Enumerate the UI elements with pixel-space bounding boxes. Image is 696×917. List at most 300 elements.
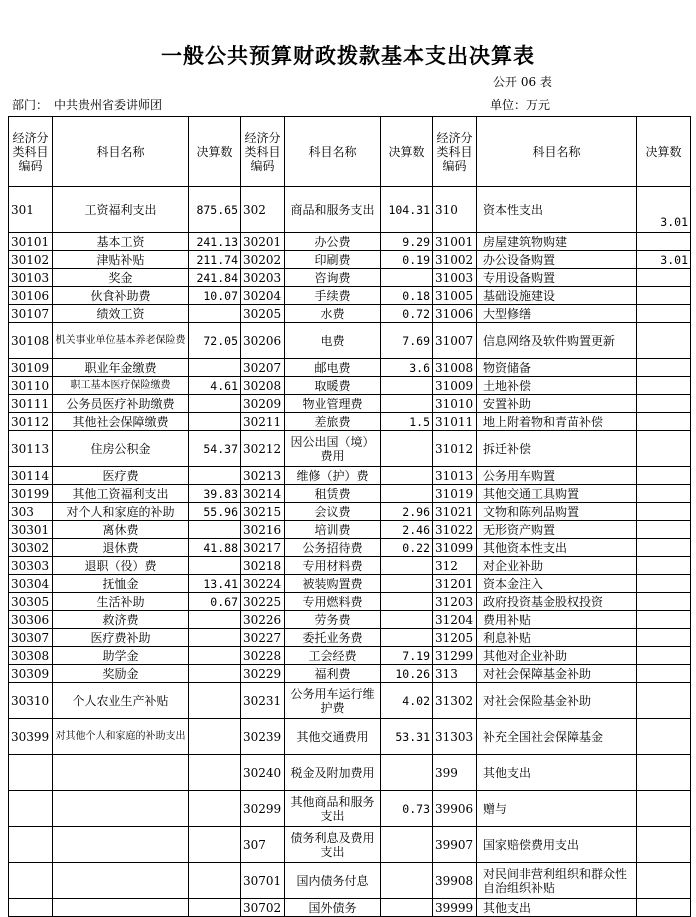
cell-name-n1 bbox=[53, 899, 189, 917]
cell-amount-a1: 54.37 bbox=[189, 431, 241, 467]
cell-amount-a3 bbox=[637, 899, 691, 917]
table-row bbox=[9, 827, 691, 863]
cell-amount-a2 bbox=[381, 827, 433, 863]
cell-amount-a1 bbox=[189, 719, 241, 755]
cell-amount-a1: 55.96 bbox=[189, 503, 241, 521]
cell-code-c2: 30208 bbox=[241, 377, 285, 395]
cell-code-c2: 30226 bbox=[241, 611, 285, 629]
cell-name-n2: 专用材料费 bbox=[285, 557, 381, 575]
cell-amount-a3: 3.01 bbox=[637, 251, 691, 269]
cell-name-n2: 被装购置费 bbox=[285, 575, 381, 593]
cell-name-n1: 助学金 bbox=[53, 647, 189, 665]
cell-code-c3: 31201 bbox=[433, 575, 477, 593]
cell-name-n1: 医疗费 bbox=[53, 467, 189, 485]
table-row bbox=[9, 323, 691, 359]
cell-code-c3: 31007 bbox=[433, 323, 477, 359]
cell-name-n3: 基础设施建设 bbox=[477, 287, 637, 305]
table-row bbox=[9, 683, 691, 719]
cell-code-c2: 30209 bbox=[241, 395, 285, 413]
cell-code-c2: 30202 bbox=[241, 251, 285, 269]
cell-name-n1: 奖金 bbox=[53, 269, 189, 287]
table-row bbox=[9, 305, 691, 323]
table-row bbox=[9, 413, 691, 431]
cell-name-n3: 土地补偿 bbox=[477, 377, 637, 395]
cell-code-c2: 302 bbox=[241, 187, 285, 233]
table-row bbox=[9, 791, 691, 827]
cell-code-c2: 30228 bbox=[241, 647, 285, 665]
cell-code-c1 bbox=[9, 863, 53, 899]
cell-amount-a1 bbox=[189, 827, 241, 863]
cell-code-c1: 30111 bbox=[9, 395, 53, 413]
cell-code-c1 bbox=[9, 899, 53, 917]
cell-amount-a3 bbox=[637, 323, 691, 359]
cell-name-n2: 手续费 bbox=[285, 287, 381, 305]
cell-code-c2: 30203 bbox=[241, 269, 285, 287]
cell-name-n3: 拆迁补偿 bbox=[477, 431, 637, 467]
cell-amount-a1 bbox=[189, 629, 241, 647]
cell-amount-a2: 1.5 bbox=[381, 413, 433, 431]
cell-code-c3: 31003 bbox=[433, 269, 477, 287]
table-row bbox=[9, 521, 691, 539]
table-row bbox=[9, 395, 691, 413]
cell-name-n2: 公务用车运行维护费 bbox=[285, 683, 381, 719]
cell-code-c1: 30101 bbox=[9, 233, 53, 251]
cell-name-n3: 费用补贴 bbox=[477, 611, 637, 629]
cell-name-n1: 个人农业生产补贴 bbox=[53, 683, 189, 719]
cell-amount-a2: 53.31 bbox=[381, 719, 433, 755]
cell-code-c2: 30204 bbox=[241, 287, 285, 305]
cell-name-n3: 其他支出 bbox=[477, 755, 637, 791]
cell-code-c2: 30213 bbox=[241, 467, 285, 485]
cell-code-c2: 30218 bbox=[241, 557, 285, 575]
cell-amount-a1: 13.41 bbox=[189, 575, 241, 593]
cell-name-n1: 医疗费补助 bbox=[53, 629, 189, 647]
cell-name-n3: 政府投资基金股权投资 bbox=[477, 593, 637, 611]
cell-name-n1: 基本工资 bbox=[53, 233, 189, 251]
cell-amount-a1: 211.74 bbox=[189, 251, 241, 269]
cell-amount-a3 bbox=[637, 269, 691, 287]
cell-amount-a3 bbox=[637, 431, 691, 467]
cell-name-n1: 公务员医疗补助缴费 bbox=[53, 395, 189, 413]
table-row bbox=[9, 719, 691, 755]
cell-code-c1: 30301 bbox=[9, 521, 53, 539]
table-row bbox=[9, 611, 691, 629]
cell-amount-a1 bbox=[189, 467, 241, 485]
cell-name-n2: 公务招待费 bbox=[285, 539, 381, 557]
cell-code-c1: 30302 bbox=[9, 539, 53, 557]
cell-code-c1: 30108 bbox=[9, 323, 53, 359]
cell-amount-a3 bbox=[637, 485, 691, 503]
cell-code-c3: 39907 bbox=[433, 827, 477, 863]
cell-name-n1: 离休费 bbox=[53, 521, 189, 539]
header-amount-2: 决算数 bbox=[381, 117, 433, 187]
cell-code-c3: 31302 bbox=[433, 683, 477, 719]
cell-name-n3: 专用设备购置 bbox=[477, 269, 637, 287]
cell-name-n2: 专用燃料费 bbox=[285, 593, 381, 611]
cell-code-c3: 31204 bbox=[433, 611, 477, 629]
cell-amount-a2 bbox=[381, 593, 433, 611]
cell-code-c3: 31011 bbox=[433, 413, 477, 431]
cell-code-c3: 312 bbox=[433, 557, 477, 575]
cell-amount-a1 bbox=[189, 863, 241, 899]
cell-code-c3: 31022 bbox=[433, 521, 477, 539]
cell-code-c1: 30303 bbox=[9, 557, 53, 575]
cell-code-c1: 30107 bbox=[9, 305, 53, 323]
cell-amount-a1 bbox=[189, 395, 241, 413]
table-row bbox=[9, 557, 691, 575]
cell-name-n2: 委托业务费 bbox=[285, 629, 381, 647]
cell-code-c2: 307 bbox=[241, 827, 285, 863]
cell-code-c3: 31009 bbox=[433, 377, 477, 395]
cell-code-c3: 39906 bbox=[433, 791, 477, 827]
cell-code-c3: 31299 bbox=[433, 647, 477, 665]
cell-name-n1: 绩效工资 bbox=[53, 305, 189, 323]
form-number: 公开 06 表 bbox=[493, 75, 552, 89]
cell-name-n1: 抚恤金 bbox=[53, 575, 189, 593]
cell-name-n1: 对个人和家庭的补助 bbox=[53, 503, 189, 521]
cell-amount-a2: 4.02 bbox=[381, 683, 433, 719]
cell-code-c3: 31099 bbox=[433, 539, 477, 557]
cell-code-c2: 30216 bbox=[241, 521, 285, 539]
cell-code-c3: 31013 bbox=[433, 467, 477, 485]
cell-amount-a3 bbox=[637, 683, 691, 719]
cell-code-c2: 30205 bbox=[241, 305, 285, 323]
cell-name-n2: 其他交通费用 bbox=[285, 719, 381, 755]
cell-amount-a1: 39.83 bbox=[189, 485, 241, 503]
cell-amount-a1: 10.07 bbox=[189, 287, 241, 305]
cell-name-n2: 国内债务付息 bbox=[285, 863, 381, 899]
cell-name-n1 bbox=[53, 863, 189, 899]
cell-name-n1: 工资福利支出 bbox=[53, 187, 189, 233]
cell-name-n3: 信息网络及软件购置更新 bbox=[477, 323, 637, 359]
cell-name-n2: 福利费 bbox=[285, 665, 381, 683]
table-row bbox=[9, 539, 691, 557]
expenditure-table bbox=[8, 116, 691, 917]
cell-amount-a3 bbox=[637, 377, 691, 395]
cell-name-n1: 退休费 bbox=[53, 539, 189, 557]
cell-name-n3: 利息补贴 bbox=[477, 629, 637, 647]
cell-code-c1: 30310 bbox=[9, 683, 53, 719]
cell-code-c3: 39908 bbox=[433, 863, 477, 899]
cell-name-n2: 办公费 bbox=[285, 233, 381, 251]
cell-code-c1: 30305 bbox=[9, 593, 53, 611]
cell-name-n2: 印刷费 bbox=[285, 251, 381, 269]
cell-code-c3: 31008 bbox=[433, 359, 477, 377]
table-row bbox=[9, 287, 691, 305]
table-row bbox=[9, 377, 691, 395]
cell-name-n2: 会议费 bbox=[285, 503, 381, 521]
table-row bbox=[9, 467, 691, 485]
cell-code-c3: 39999 bbox=[433, 899, 477, 917]
cell-name-n2: 水费 bbox=[285, 305, 381, 323]
cell-amount-a3 bbox=[637, 539, 691, 557]
cell-code-c3: 31205 bbox=[433, 629, 477, 647]
cell-name-n3: 房屋建筑物购建 bbox=[477, 233, 637, 251]
cell-amount-a2 bbox=[381, 377, 433, 395]
cell-name-n1 bbox=[53, 827, 189, 863]
cell-amount-a2 bbox=[381, 575, 433, 593]
cell-code-c1: 30106 bbox=[9, 287, 53, 305]
cell-code-c2: 30231 bbox=[241, 683, 285, 719]
cell-name-n1: 职业年金缴费 bbox=[53, 359, 189, 377]
cell-amount-a3 bbox=[637, 665, 691, 683]
table-row bbox=[9, 755, 691, 791]
header-code-3: 经济分类科目编码 bbox=[433, 117, 477, 187]
cell-amount-a3 bbox=[637, 863, 691, 899]
table-row bbox=[9, 359, 691, 377]
table-row bbox=[9, 485, 691, 503]
cell-code-c1: 30308 bbox=[9, 647, 53, 665]
cell-name-n1: 奖励金 bbox=[53, 665, 189, 683]
cell-name-n3: 地上附着物和青苗补偿 bbox=[477, 413, 637, 431]
cell-name-n3: 大型修缮 bbox=[477, 305, 637, 323]
cell-code-c2: 30206 bbox=[241, 323, 285, 359]
department-label: 部门： 中共贵州省委讲师团 bbox=[12, 98, 163, 112]
cell-amount-a2: 0.18 bbox=[381, 287, 433, 305]
cell-amount-a2: 3.6 bbox=[381, 359, 433, 377]
table-row bbox=[9, 503, 691, 521]
cell-amount-a2 bbox=[381, 863, 433, 899]
cell-code-c1: 30102 bbox=[9, 251, 53, 269]
cell-amount-a1 bbox=[189, 755, 241, 791]
cell-amount-a2: 0.72 bbox=[381, 305, 433, 323]
table-row bbox=[9, 251, 691, 269]
table-row bbox=[9, 187, 691, 233]
table-row bbox=[9, 629, 691, 647]
cell-name-n2: 劳务费 bbox=[285, 611, 381, 629]
cell-amount-a2: 0.22 bbox=[381, 539, 433, 557]
cell-code-c3: 31001 bbox=[433, 233, 477, 251]
header-name-2: 科目名称 bbox=[285, 117, 381, 187]
cell-code-c3: 31010 bbox=[433, 395, 477, 413]
cell-amount-a2 bbox=[381, 755, 433, 791]
cell-code-c2: 30212 bbox=[241, 431, 285, 467]
cell-amount-a1 bbox=[189, 899, 241, 917]
cell-name-n3: 无形资产购置 bbox=[477, 521, 637, 539]
cell-amount-a3 bbox=[637, 719, 691, 755]
cell-amount-a2: 2.96 bbox=[381, 503, 433, 521]
cell-name-n2: 债务利息及费用支出 bbox=[285, 827, 381, 863]
table-row bbox=[9, 863, 691, 899]
table-row bbox=[9, 647, 691, 665]
cell-amount-a3 bbox=[637, 503, 691, 521]
cell-name-n2: 取暖费 bbox=[285, 377, 381, 395]
cell-amount-a2 bbox=[381, 269, 433, 287]
cell-code-c1 bbox=[9, 755, 53, 791]
header-code-2: 经济分类科目编码 bbox=[241, 117, 285, 187]
cell-name-n1: 救济费 bbox=[53, 611, 189, 629]
cell-name-n1: 职工基本医疗保险缴费 bbox=[53, 377, 189, 395]
cell-amount-a3 bbox=[637, 395, 691, 413]
table-row bbox=[9, 593, 691, 611]
cell-amount-a3 bbox=[637, 755, 691, 791]
header-name-1: 科目名称 bbox=[53, 117, 189, 187]
cell-name-n2: 邮电费 bbox=[285, 359, 381, 377]
header-name-3: 科目名称 bbox=[477, 117, 637, 187]
cell-amount-a3 bbox=[637, 827, 691, 863]
header-amount-3: 决算数 bbox=[637, 117, 691, 187]
cell-amount-a3 bbox=[637, 593, 691, 611]
cell-amount-a1 bbox=[189, 413, 241, 431]
cell-name-n1: 其他工资福利支出 bbox=[53, 485, 189, 503]
cell-name-n3: 其他资本性支出 bbox=[477, 539, 637, 557]
cell-code-c1: 303 bbox=[9, 503, 53, 521]
cell-amount-a1: 4.61 bbox=[189, 377, 241, 395]
cell-amount-a1: 72.05 bbox=[189, 323, 241, 359]
cell-name-n1: 对其他个人和家庭的补助支出 bbox=[53, 719, 189, 755]
cell-name-n3: 物资储备 bbox=[477, 359, 637, 377]
cell-code-c3: 399 bbox=[433, 755, 477, 791]
cell-amount-a1 bbox=[189, 647, 241, 665]
cell-amount-a3 bbox=[637, 467, 691, 485]
cell-amount-a1: 241.84 bbox=[189, 269, 241, 287]
cell-name-n2: 商品和服务支出 bbox=[285, 187, 381, 233]
table-row bbox=[9, 431, 691, 467]
cell-amount-a3 bbox=[637, 611, 691, 629]
cell-code-c1: 30306 bbox=[9, 611, 53, 629]
cell-amount-a2 bbox=[381, 431, 433, 467]
cell-name-n1: 伙食补助费 bbox=[53, 287, 189, 305]
cell-name-n3: 其他支出 bbox=[477, 899, 637, 917]
cell-amount-a2 bbox=[381, 395, 433, 413]
cell-code-c1: 30109 bbox=[9, 359, 53, 377]
cell-name-n3: 对社会保障基金补助 bbox=[477, 665, 637, 683]
cell-amount-a2: 0.19 bbox=[381, 251, 433, 269]
cell-name-n1: 退职（役）费 bbox=[53, 557, 189, 575]
cell-amount-a2: 104.31 bbox=[381, 187, 433, 233]
page-title: 一般公共预算财政拨款基本支出决算表 bbox=[161, 43, 535, 68]
cell-name-n3: 资本金注入 bbox=[477, 575, 637, 593]
cell-amount-a1: 875.65 bbox=[189, 187, 241, 233]
header-code-1: 经济分类科目编码 bbox=[9, 117, 53, 187]
cell-code-c1: 30304 bbox=[9, 575, 53, 593]
cell-code-c3: 31019 bbox=[433, 485, 477, 503]
cell-code-c2: 30207 bbox=[241, 359, 285, 377]
cell-code-c3: 310 bbox=[433, 187, 477, 233]
table-row bbox=[9, 575, 691, 593]
cell-amount-a3 bbox=[637, 521, 691, 539]
cell-amount-a2: 9.29 bbox=[381, 233, 433, 251]
cell-name-n2: 因公出国（境）费用 bbox=[285, 431, 381, 467]
cell-name-n2: 租赁费 bbox=[285, 485, 381, 503]
cell-name-n3: 资本性支出 bbox=[477, 187, 637, 233]
cell-code-c2: 30224 bbox=[241, 575, 285, 593]
cell-amount-a1 bbox=[189, 683, 241, 719]
cell-code-c2: 30701 bbox=[241, 863, 285, 899]
cell-code-c1: 30399 bbox=[9, 719, 53, 755]
cell-amount-a2 bbox=[381, 557, 433, 575]
cell-amount-a3 bbox=[637, 359, 691, 377]
cell-amount-a3: 3.01 bbox=[637, 187, 691, 233]
cell-name-n2: 其他商品和服务支出 bbox=[285, 791, 381, 827]
cell-name-n3: 其他交通工具购置 bbox=[477, 485, 637, 503]
cell-amount-a1: 241.13 bbox=[189, 233, 241, 251]
cell-code-c1: 30199 bbox=[9, 485, 53, 503]
cell-amount-a3 bbox=[637, 557, 691, 575]
cell-code-c1: 301 bbox=[9, 187, 53, 233]
table-row bbox=[9, 269, 691, 287]
unit-label: 单位：万元 bbox=[490, 98, 551, 112]
cell-name-n2: 培训费 bbox=[285, 521, 381, 539]
cell-code-c2: 30239 bbox=[241, 719, 285, 755]
cell-name-n2: 差旅费 bbox=[285, 413, 381, 431]
cell-code-c2: 30215 bbox=[241, 503, 285, 521]
cell-amount-a3 bbox=[637, 791, 691, 827]
cell-amount-a1 bbox=[189, 611, 241, 629]
cell-code-c2: 30240 bbox=[241, 755, 285, 791]
cell-amount-a2: 2.46 bbox=[381, 521, 433, 539]
cell-code-c1: 30309 bbox=[9, 665, 53, 683]
cell-name-n3: 国家赔偿费用支出 bbox=[477, 827, 637, 863]
cell-name-n3: 对企业补助 bbox=[477, 557, 637, 575]
cell-name-n3: 对社会保险基金补助 bbox=[477, 683, 637, 719]
cell-code-c2: 30227 bbox=[241, 629, 285, 647]
cell-amount-a1 bbox=[189, 359, 241, 377]
cell-code-c3: 31002 bbox=[433, 251, 477, 269]
cell-amount-a1 bbox=[189, 521, 241, 539]
cell-amount-a3 bbox=[637, 413, 691, 431]
cell-name-n1: 机关事业单位基本养老保险费 bbox=[53, 323, 189, 359]
cell-name-n3: 安置补助 bbox=[477, 395, 637, 413]
cell-code-c1: 30307 bbox=[9, 629, 53, 647]
cell-name-n2: 工会经费 bbox=[285, 647, 381, 665]
cell-code-c2: 30229 bbox=[241, 665, 285, 683]
cell-amount-a2 bbox=[381, 629, 433, 647]
cell-amount-a1: 41.88 bbox=[189, 539, 241, 557]
cell-code-c2: 30214 bbox=[241, 485, 285, 503]
cell-code-c3: 31005 bbox=[433, 287, 477, 305]
cell-code-c1 bbox=[9, 791, 53, 827]
cell-code-c3: 31203 bbox=[433, 593, 477, 611]
header-row bbox=[9, 117, 691, 187]
cell-amount-a3 bbox=[637, 305, 691, 323]
cell-amount-a2: 0.73 bbox=[381, 791, 433, 827]
cell-code-c3: 313 bbox=[433, 665, 477, 683]
cell-amount-a1 bbox=[189, 665, 241, 683]
cell-name-n3: 赠与 bbox=[477, 791, 637, 827]
cell-amount-a3 bbox=[637, 233, 691, 251]
cell-code-c1 bbox=[9, 827, 53, 863]
cell-code-c3: 31006 bbox=[433, 305, 477, 323]
cell-amount-a2 bbox=[381, 485, 433, 503]
cell-name-n1: 生活补助 bbox=[53, 593, 189, 611]
cell-amount-a3 bbox=[637, 629, 691, 647]
cell-name-n2: 电费 bbox=[285, 323, 381, 359]
cell-name-n2: 咨询费 bbox=[285, 269, 381, 287]
cell-name-n3: 办公设备购置 bbox=[477, 251, 637, 269]
cell-name-n3: 补充全国社会保障基金 bbox=[477, 719, 637, 755]
cell-code-c1: 30113 bbox=[9, 431, 53, 467]
cell-amount-a2: 7.69 bbox=[381, 323, 433, 359]
cell-amount-a2: 10.26 bbox=[381, 665, 433, 683]
cell-name-n1: 其他社会保障缴费 bbox=[53, 413, 189, 431]
cell-code-c2: 30211 bbox=[241, 413, 285, 431]
cell-code-c1: 30110 bbox=[9, 377, 53, 395]
table-row bbox=[9, 665, 691, 683]
cell-amount-a2 bbox=[381, 611, 433, 629]
cell-code-c3: 31012 bbox=[433, 431, 477, 467]
cell-amount-a1: 0.67 bbox=[189, 593, 241, 611]
cell-name-n1 bbox=[53, 755, 189, 791]
cell-amount-a3 bbox=[637, 647, 691, 665]
cell-name-n2: 物业管理费 bbox=[285, 395, 381, 413]
cell-code-c1: 30112 bbox=[9, 413, 53, 431]
cell-amount-a2 bbox=[381, 467, 433, 485]
cell-name-n1 bbox=[53, 791, 189, 827]
cell-amount-a2: 7.19 bbox=[381, 647, 433, 665]
cell-amount-a1 bbox=[189, 557, 241, 575]
cell-code-c2: 30217 bbox=[241, 539, 285, 557]
